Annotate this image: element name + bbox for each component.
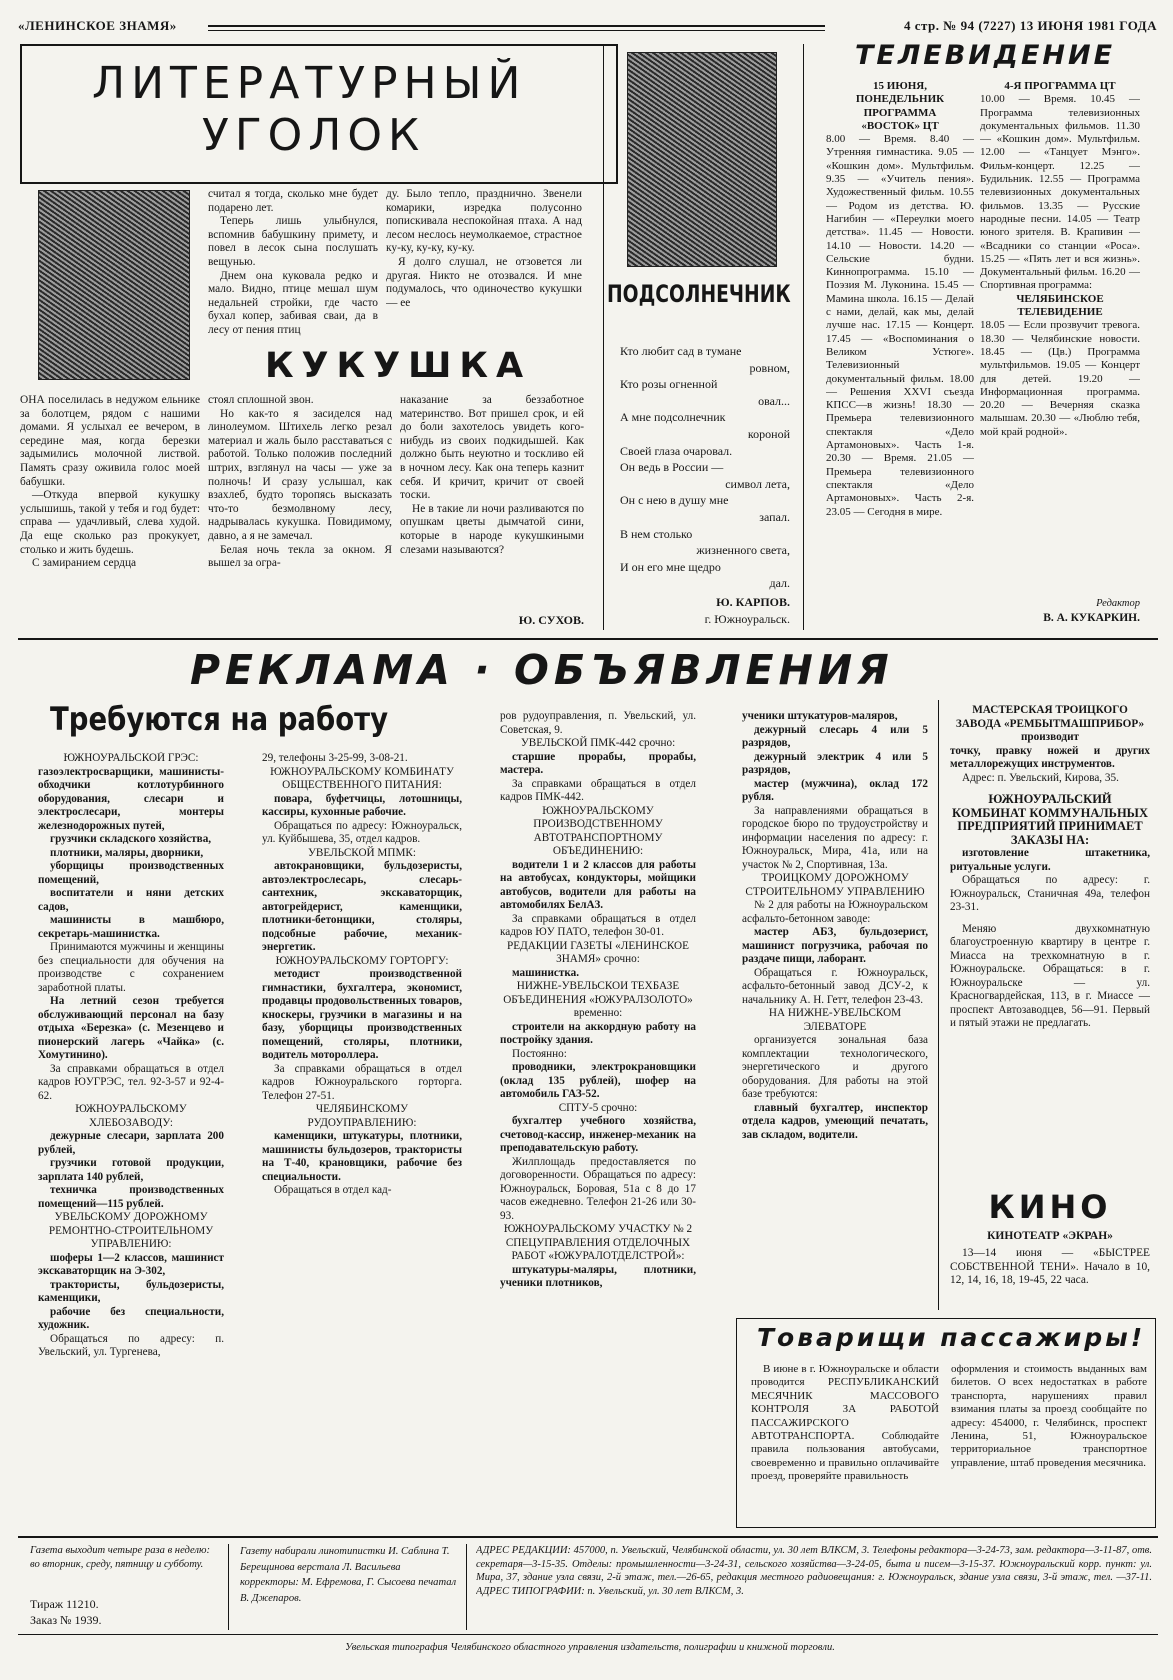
column-rule [938,700,939,1310]
ad-line: дежурный слесарь 4 или 5 разрядов, [742,723,928,749]
ad-line: рабочие без специальности, художник. [38,1305,224,1331]
cuckoo-illustration [38,190,190,380]
poem-line: В нем столько [620,526,693,541]
ads-col5 [950,704,1150,1074]
ad-line: ров рудоуправления, п. Увельский, ул. Советская, 9. [500,710,696,736]
poem-line: Он с нею в душу мне [620,493,729,508]
literary-title-line1: ЛИТЕРАТУРНЫЙ [92,58,527,109]
paragraph: Я долго слушал, не отзовется ли другая. Никто не отозвался. И мне подумалось, что одиночество кукушки — ее [386,255,582,309]
header-rule-thin [208,30,825,31]
tv-channel: «ВОСТОК» ЦТ [861,119,939,132]
jobs-title: Требуются на работу [50,700,389,738]
ad-line: № 2 для работы на Южноуральском асфальто-бетонном заводе: [742,899,928,925]
poem-line: запал. [759,509,790,524]
section-rule [18,638,1158,640]
poem-line: ровном, [749,360,790,375]
ad-line: НА НИЖНЕ-УВЕЛЬСКОМ ЭЛЕВАТОРЕ [768,1007,902,1033]
kino-text: 13—14 июня — «БЫСТРЕЕ СОБСТВЕННОЙ ТЕНИ». Начало в 10, 12, 14, 16, 18, 19-45, 22 часа. [950,1247,1150,1287]
cuckoo-col3 [400,394,584,612]
ad-line: изготовление штакетника, ритуальные услуги. [950,847,1150,873]
ad-line: За справками обращаться в отдел кадров Южноуральского горторга. Телефон 27-51. [262,1062,462,1102]
poem-line: Кто розы огненной [620,377,718,392]
ad-line: Жилплощадь предоставляется по договоренности. Обращаться по адресу: Южноуральск, Боровая, 51а с 8 до 17 часов ежедневно. Телефон 21-26 или 30-93. [500,1155,696,1222]
ad-line: ЮЖНОУРАЛЬСКОМУ ПРОИЗВОДСТВЕННОМУ АВТОТРАНСПОРТНОМУ ОБЪЕДИНЕНИЮ: [533,804,663,857]
poem-line: короной [747,426,790,441]
ad-line: Принимаются мужчины и женщины без специальности для обучения на производстве с сохранением заработной платы. [38,941,224,994]
ad-line: машинисты в машбюро, секретарь-машинистка. [38,914,224,940]
poem-line: дал. [769,576,790,591]
kino-schedule [950,1247,1150,1303]
ad-line: ЧЕЛЯБИНСКОМУ РУДОУПРАВЛЕНИЮ: [307,1103,417,1129]
paragraph: наказание за беззаботное материнство. Вот пришел срок, и ей до боли захотелось увидеть кого-нибудь из своих подкидышей. Как должно быть неуютно и тоскливо ей в ночном лесу. Как она теперь казнит себя. И кричит, кричит от своей тоски. [400,394,584,502]
ad-line: повара, буфетчицы, лотошницы, кассиры, кухонные рабочие. [262,792,462,818]
passengers-title: Товарищи пассажиры! [757,1323,1146,1352]
cuckoo-col-top1 [208,188,378,344]
tv-schedule: 18.05 — Если прозвучит тревога. 18.30 — Челябинские новости. 18.45 — (Цв.) Программа мультфильмов. 19.05 — Концерт для детей. 19.20 — Информационная программа. 20.20 — Вечерняя сказка малышам. 20.30 — «Люблю тебя, мой край родной». [980,319,1140,438]
ad-line: каменщики, штукатуры, плотники, машинисты бульдозеров, трактористы на Т-40, крановщики, рабочие без специальности. [262,1130,462,1183]
tv-channel: 4-Я ПРОГРАММА ЦТ [1004,80,1116,92]
kino-theatre: КИНОТЕАТР «ЭКРАН» [987,1230,1113,1242]
ad-line: СПТУ-5 срочно: [558,1101,638,1114]
editor-label: Редактор [1096,598,1140,609]
paragraph: Днем она куковала редко и мало. Видно, птице мешал шум недальней стройки, где часто бухал копер, забивая сваи, да в лесу от пения птиц [208,269,378,336]
ad-line: техничка производственных помещений—115 рублей. [38,1184,224,1210]
printer-info: Увельская типография Челябинского областного управления издательств, полиграфии и книжной торговли. [345,1642,835,1653]
cuckoo-author: Ю. СУХОВ. [518,613,584,627]
ad-line: ЮЖНОУРАЛЬСКОМУ УЧАСТКУ № 2 СПЕЦУПРАВЛЕНИЯ ОТДЕЛОЧНЫХ РАБОТ «ЮЖУРАЛОТДЕЛСТРОЙ»: [503,1223,693,1262]
ad-line: плотники, маляры, дворники, [50,846,204,859]
poem-line: Он ведь в России — [620,460,724,475]
tv-date: 15 ИЮНЯ, [873,80,927,92]
ad-line: Обращаться г. Южноуральск, асфальто-бетонный завод ДСУ-2, к начальнику А. Н. Гетт, телефон 23-43. [742,966,928,1006]
poem-city: г. Южноуральск. [704,612,790,626]
poem-line: Кто любит сад в тумане [620,344,742,358]
passengers-text: оформления и стоимость выданных вам билетов. О всех недостатках в работе транспорта, нарушениях правил взимания платы за проезд сообщайте по адресу: 454000, г. Челябинск, проспект Ленина, 51, Южноуральское территориальное транспортное управление, штаб проведения месячника. [951,1363,1147,1469]
ad-line: РЕДАКЦИИ ГАЗЕТЫ «ЛЕНИНСКОЕ ЗНАМЯ» срочно: [507,939,689,965]
footer-circulation [30,1596,220,1630]
ad-line: трактористы, бульдозеристы, каменщики, [38,1278,224,1304]
sunflower-illustration [627,52,777,267]
ad-line: Меняю двухкомнатную благоустроенную квартиру в центре г. Миасса на трехкомнатную в г. Южноуральске. Обращаться: в г. Южноуральске — ул. Красногвардейская, 113, в г. Миассе — проспект Автозаводцев, 56—91. Первый и пятый этажи не предлагать. [950,922,1150,1029]
tv-program-label: ПРОГРАММА [863,106,937,119]
ad-line: машинистка. [512,966,580,979]
ad-line: УВЕЛЬСКОЙ ПМК-442 срочно: [520,737,676,749]
tirazh: Тираж 11210. [30,1597,99,1611]
newspaper-name: «ЛЕНИНСКОЕ ЗНАМЯ» [18,18,177,33]
ad-line: За справками обращаться в отдел кадров ЮУ ПАТО, телефон 30-01. [500,912,696,938]
tv-schedule: 10.00 — Время. 10.45 — Программа телевизионных документальных фильмов. 11.30 — «Кошкин дом». Мультфильм. 12.00 — «Танцует Мэнго». Фильм-концерт. 12.25 — Будильник. 12.55 — Программа телевизионных документальных фильмов. 13.35 — Русские народные песни. 14.05 — Театр юного зрителя. В. Крапивин — «Всадники со станции «Роса». 15.25 — «Пять лет и вся жизнь». Документальный фильм. 16.20 — Спортивная программа: [980,93,1140,292]
ad-line: бухгалтер учебного хозяйства, счетовод-кассир, инженер-механик на преподавательскую работу. [500,1115,696,1154]
paragraph: Не в такие ли ночи разливаются по опушкам цветы дымчатой сини, которые в народе кукушкиными слезами называются? [400,502,584,556]
tv-col2 [980,80,1140,590]
tv-channel: ТЕЛЕВИДЕНИЕ [1017,306,1103,319]
ads-title: РЕКЛАМА · ОБЪЯВЛЕНИЯ [190,646,894,694]
paragraph: Белая ночь текла за окном. Я вышел за огра- [208,543,392,570]
ad-line: грузчики готовой продукции, зарплата 140 рублей, [38,1157,224,1183]
kino-title: КИНО [988,1188,1112,1226]
ad-line: дежурные слесари, зарплата 200 рублей, [38,1130,224,1156]
ad-line: На летний сезон требуется обслуживающий персонал на базу отдыха «Березка» (с. Мезенцево и пионерский лагерь «Чайка» (с. Хомутинино). [38,995,224,1061]
cuckoo-col-top2 [386,188,582,344]
ad-line: ТРОИЦКОМУ ДОРОЖНОМУ СТРОИТЕЛЬНОМУ УПРАВЛЕНИЮ [745,872,925,898]
ad-line: За справками обращаться в отдел кадров ЮУГРЭС, тел. 92-3-57 и 92-4-62. [38,1062,224,1102]
ad-line: За направлениями обращаться в городское бюро по трудоустройству и информации населения по адресу: г. Южноуральск, Мира, 41а, или на участок № 2, Спортивная, 13а. [742,804,928,871]
literary-title-box [20,44,618,184]
ad-line: мастер (мужчина), оклад 172 рубля. [742,777,928,803]
poem-line: жизненного света, [696,543,790,558]
ad-line: Обращаться в отдел кад- [274,1184,392,1196]
poem-line: овал... [758,393,790,408]
paragraph: стоял сплошной звон. [208,394,314,406]
ad-line: грузчики складского хозяйства, [50,833,212,845]
ad-line: ЮЖНОУРАЛЬСКОМУ ГОРТОРГУ: [275,954,449,967]
poem-line: Своей глаза очаровал. [620,443,733,458]
paragraph: Теперь лишь улыбнулся, вспомнив бабушкину примету, и повел в лесок сына послушать вещунью. [208,215,378,268]
ad-line: Обращаться по адресу: п. Увельский, ул. Тургенева, [38,1332,224,1358]
tv-schedule: 8.00 — Время. 8.40 — Утренняя гимнастика. 9.05 — «Кошкин дом». Мультфильм. 9.35 — «Учитель пения». Художественный фильм. 10.55 — Родом из детства. Ю. Нагибин — «Переулки моего детства». 11.45 — Новости. 14.10 — Новости. 14.20 — Сельские будни. Киннопрограмма. 15.10 — Поэзия М. Луконина. 15.45 — Мамина школа. 16.15 — Делай с нами, делай, как мы, делай лучше нас. 17.15 — Концерт. 17.45 — «Воспоминания о Великом Устюге». Телевизионный документальный фильм. 18.00 — Решения XXVI съезда КПСС—в жизнь! 18.30 — Премьера телевизионного спектакля «Дело Артамоновых». Часть 1-я. 20.30 — Время. 21.05 — Премьера телевизионного спектакля «Дело Артамоновых». Часть 2-я. 23.05 — Сегодня в мире. [826,133,974,518]
column-rule [603,44,604,630]
passengers-box [736,1318,1156,1528]
poem-author: Ю. КАРПОВ. [716,595,790,609]
footer-rule [466,1544,467,1630]
ads-col2 [262,752,462,1527]
tv-channel: ЧЕЛЯБИНСКОЕ [1016,292,1104,305]
poem-line: И он его мне щедро [620,559,721,574]
paragraph: ОНА поселилась в недужом ельнике за болотцем, рядом с нашими домами. Я услыхал ее вечером, в середине мая, когда березки задымились молочной листвой. Память сразу оживила голос моей бабушки. [20,394,200,488]
tv-col1 [826,80,974,620]
ad-line: старшие прорабы, прорабы, мастера. [500,750,696,776]
ad-line: штукатуры-маляры, плотники, ученики плотников, [500,1263,696,1289]
ad-line: Обращаться по адресу: Южноуральск, ул. Куйбышева, 35, отдел кадров. [262,819,462,845]
footer-rule [18,1536,1158,1538]
ad-line: 29, телефоны 3-25-99, 3-08-21. [262,752,408,764]
ad-line: МАСТЕРСКАЯ ТРОИЦКОГО ЗАВОДА «РЕМБЫТМАШПРИБОР» производит [955,704,1145,743]
ad-line: водители 1 и 2 классов для работы на автобусах, кондукторы, мойщики автобусов, водители для работы на автомобилях БелАЗ. [500,858,696,911]
ad-line: методист производственной гимнастики, бухгалтера, экономист, продавцы продовольственных товаров, кноскеры, грузчики в магазины и на базу, уборщицы производственных помещений, столяры, плотники, водитель мотороллера. [262,968,462,1061]
poem-text [620,343,790,595]
paragraph: ду. Было тепло, празднично. Звенели комарики, изредка полусонно попискивала неспокойная птаха. А над лесом неслось неумолкаемое, страстное ку-ку, ку-ку, ку-ку. [386,188,582,255]
editor-name: В. А. КУКАРКИН. [1043,612,1140,624]
header-rule [208,25,825,27]
paragraph: считал я тогда, сколько мне будет подарено лет. [208,188,378,214]
ad-line: проводники, электрокрановщики (оклад 135 рублей), шофер на автомобиль ГАЗ-52. [500,1061,696,1100]
zakaz: Заказ № 1939. [30,1613,102,1627]
poem-line: А мне подсолнечник [620,410,726,425]
ad-line: ЮЖНОУРАЛЬСКОМУ КОМБИНАТУ ОБЩЕСТВЕННОГО ПИТАНИЯ: [270,765,454,791]
ads-col1 [38,752,224,1527]
footer-rule [228,1544,229,1630]
ad-line: Постоянно: [512,1047,567,1060]
ad-line: НИЖНЕ-УВЕЛЬСКОИ ТЕХБАЗЕ ОБЪЕДИНЕНИЯ «ЮЖУРАЛЗОЛОТО» временно: [503,980,693,1019]
ad-line: ЮЖНОУРАЛЬСКОЙ ГРЭС: [63,752,199,764]
tv-weekday: ПОНЕДЕЛЬНИК [855,93,945,106]
ad-line: строители на аккордную работу на постройку здания. [500,1020,696,1046]
ad-line: газоэлектросварщики, машинисты-обходчики котлотурбинного оборудования, слесари и электрослесари, монтеры железнодорожных путей, [38,765,224,832]
paragraph: Но как-то я засиделся над линолеумом. Штихель легко резал материал и жаль было расставаться с работой. Только положив последний штрих, взглянул на часы — уже за полночь! И сразу услышал, как взахлеб, будто торопясь высказать что-то безмолвному лесу, надрывалась кукушка. Повидимому, давно, а я не замечал. [208,407,392,542]
ad-line: воспитатели и няни детских садов, [38,887,224,913]
poem-title: ПОДСОЛНЕЧНИК [607,280,791,308]
tv-title: ТЕЛЕВИДЕНИЕ [855,40,1116,71]
ad-line: шоферы 1—2 классов, машинист экскаваторщик на Э-302, [38,1251,224,1277]
ad-line: автокрановщики, бульдозеристы, автоэлектрослесарь, слесарь-сантехник, экскаваторщик, автогрейдерист, каменщики, плотники-бетонщики, столяры, подсобные рабочие, механик-энергетик. [262,860,462,953]
ad-line: точку, правку ножей и других металлорежущих инструментов. [950,744,1150,770]
literary-title-line2: УГОЛОК [202,110,426,161]
issue-info: 4 стр. № 94 (7227) 13 ИЮНЯ 1981 ГОДА [903,18,1157,33]
cuckoo-title: КУКУШКА [264,346,532,386]
cuckoo-col1 [20,394,200,630]
ads-col3 [500,710,696,1527]
ad-line: ЮЖНОУРАЛЬСКОМУ ХЛЕБОЗАВОДУ: [75,1103,187,1129]
ad-line: За справками обращаться в отдел кадров ПМК-442. [500,777,696,803]
footer-schedule: Газета выходит четыре раза в неделю: во вторник, среду, пятницу и субботу. [30,1545,211,1570]
column-rule [803,44,804,630]
ad-line: организуется зональная база комплектации технологического, энергетического и другого оборудования. Для работы на этой базе требуются: [742,1034,928,1100]
footer-address: АДРЕС РЕДАКЦИИ: 457000, п. Увельский, Челябинской области, ул. 30 лет ВЛКСМ, 3. Телефоны редактора—3-24-73, зам. редактора—3-11-87, отв. секретаря—3-15-35. Отделы: промышленности—3-24-31, сельского хозяйства—3-24-05, быта и писем—3-15-37. Южноуральский корр. пункт: ул. Мира, 37, здание узла связи, 2-й этаж, тел.—26-65, редакция местного радиовещания: г. Южноуральск, здание узла связи, 3-й этаж, тел. —37-11. АДРЕС ТИПОГРАФИИ: п. Увельский, ул. 30 лет ВЛКСМ, 3. [476,1545,1152,1597]
ad-line: мастер АБЗ, бульдозерист, машинист погрузчика, рабочая по раздаче пищи, лаборант. [742,926,928,965]
ad-line: ЮЖНОУРАЛЬСКИЙ КОМБИНАТ КОММУНАЛЬНЫХ ПРЕДПРИЯТИЙ ПРИНИМАЕТ ЗАКАЗЫ НА: [952,792,1148,847]
ad-line: ученики штукатуров-маляров, [742,710,898,722]
passengers-col2 [951,1363,1147,1523]
ad-line: Адрес: п. Увельский, Кирова, 35. [962,771,1119,784]
passengers-text: В июне в г. Южноуральске и области проводится РЕСПУБЛИКАНСКИЙ МЕСЯЧНИК МАССОВОГО КОНТРОЛЯ ЗА РАБОТОЙ ПАССАЖИРСКОГО АВТОТРАНСПОРТА. Соблюдайте правила пользования автобусами, своевременно и правильно оплачивайте проезд, проверяйте правильность [751,1363,939,1483]
footer-staff: Газету набирали линотипистки И. Саблина Т. Берещинова верстала Л. Васильева корректоры: М. Ефремова, Г. Сысоева печатал В. Джепаров. [240,1546,457,1604]
ads-col4 [742,710,928,1310]
passengers-col1 [751,1363,939,1523]
ad-line: главный бухгалтер, инспектор отдела кадров, умеющий печатать, зав складом, водители. [742,1101,928,1141]
poem-line: символ лета, [725,476,790,491]
paragraph: С замиранием сердца [32,557,137,570]
ad-line: УВЕЛЬСКОМУ ДОРОЖНОМУ РЕМОНТНО-СТРОИТЕЛЬНОМУ УПРАВЛЕНИЮ: [48,1211,214,1250]
ad-line: дежурный электрик 4 или 5 разрядов, [742,750,928,776]
ad-line: Обращаться по адресу: г. Южноуральск, Станичная 49а, телефон 23-31. [950,874,1150,913]
footer-rule [18,1634,1158,1635]
ad-line: УВЕЛЬСКОЙ МПМК: [308,846,416,859]
ad-line: уборщицы производственных помещений, [38,860,224,886]
cuckoo-col2 [208,394,392,630]
paragraph: —Откуда впервой кукушку услышишь, такой у тебя и год будет: справа — удачливый, слева худой. Да еще сколько раз прокукует, столько и жить будешь. [20,489,200,556]
